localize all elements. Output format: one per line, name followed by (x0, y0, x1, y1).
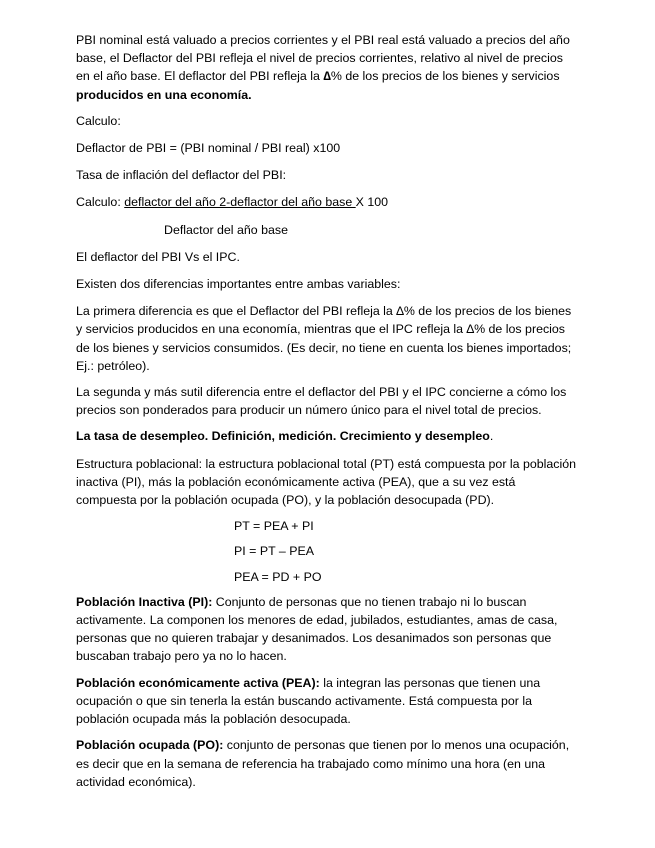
text-run: PBI nominal está valuado a precios corrientes y el PBI real está valuado a precios del año base, el Deflactor del PBI refleja el nivel de precios corrientes, relativo al nivel de precios en el año base. El deflactor del PBI refleja la (76, 33, 570, 84)
deflactor-vs-ipc: El deflactor del PBI Vs el IPC. (76, 249, 240, 264)
text-run: X 100 (355, 195, 389, 210)
bold-text-run: producidos en una economía. (76, 87, 252, 102)
deflactor-formula: Deflactor de PBI = (PBI nominal / PBI real) x100 (76, 141, 341, 156)
formula-pi: PI = PT – PEA (234, 544, 315, 559)
tasa-inflacion-label: Tasa de inflación del deflactor del PBI: (76, 168, 287, 183)
formula-denominator: Deflactor del año base (164, 222, 288, 237)
heading-text: La tasa de desempleo. Definición, medición. Crecimiento y desempleo (76, 429, 490, 444)
formula-pt: PT = PEA + PI (234, 519, 314, 534)
text-run: . (489, 429, 494, 444)
poblacion-inactiva (76, 593, 579, 666)
term-definition: conjunto de personas que tienen por lo menos una ocupación, es decir que en la semana de referencia ha trabajado como mínimo una hora (en una actividad económica). (76, 738, 570, 789)
text-run: % de los precios de los bienes y servicios (330, 69, 560, 84)
calculo-label: Calculo: (76, 113, 121, 128)
segunda-diferencia: La segunda y más sutil diferencia entre el deflactor del PBI y el IPC concierne a cómo los precios son ponderados para producir un número único para el nivel total de precios. (76, 385, 567, 418)
primera-diferencia: La primera diferencia es que el Deflactor del PBI refleja la ∆% de los precios de los bienes y servicios producidos en una economía, mientras que el IPC refleja la ∆% de los precios de los bienes y servicios consumidos. (Es decir, no tiene en cuenta los bienes importados; Ej.: petróleo). (76, 304, 572, 373)
calculo-inflacion (76, 193, 579, 211)
formula-pea: PEA = PD + PO (234, 569, 322, 584)
paragraph-pbi-definition (76, 31, 579, 104)
poblacion-economicamente-activa (76, 674, 579, 729)
term-definition: Conjunto de personas que no tienen trabajo ni lo buscan activamente. La componen los menores de edad, jubilados, estudiantes, amas de casa, personas que no quieren trabajar y desanimados. Los desanimados son personas que buscaban trabajo pero ya no lo hacen. (76, 594, 558, 664)
formula-numerator: deflactor del año 2-deflactor del año base (124, 195, 356, 210)
text-run: Calculo: (76, 195, 125, 210)
poblacion-ocupada (76, 736, 579, 791)
term-label: Población Inactiva (PI): (76, 594, 213, 609)
term-label: Población económicamente activa (PEA): (76, 675, 320, 690)
section-heading-desempleo (76, 427, 579, 445)
estructura-poblacional: Estructura poblacional: la estructura poblacional total (PT) está compuesta por la población inactiva (PI), más la población económicamente activa (PEA), que a su vez está compuesta por la población ocupada (PO), y la población desocupada (PD). (76, 456, 577, 508)
diferencias-intro: Existen dos diferencias importantes entre ambas variables: (76, 277, 401, 292)
delta-symbol: ∆ (323, 69, 331, 84)
term-label: Población ocupada (PO): (76, 738, 224, 753)
term-definition: la integran las personas que tienen una ocupación o que sin tenerla la están buscando activamente. Está compuesta por la población ocupada más la población desocupada. (76, 675, 541, 727)
